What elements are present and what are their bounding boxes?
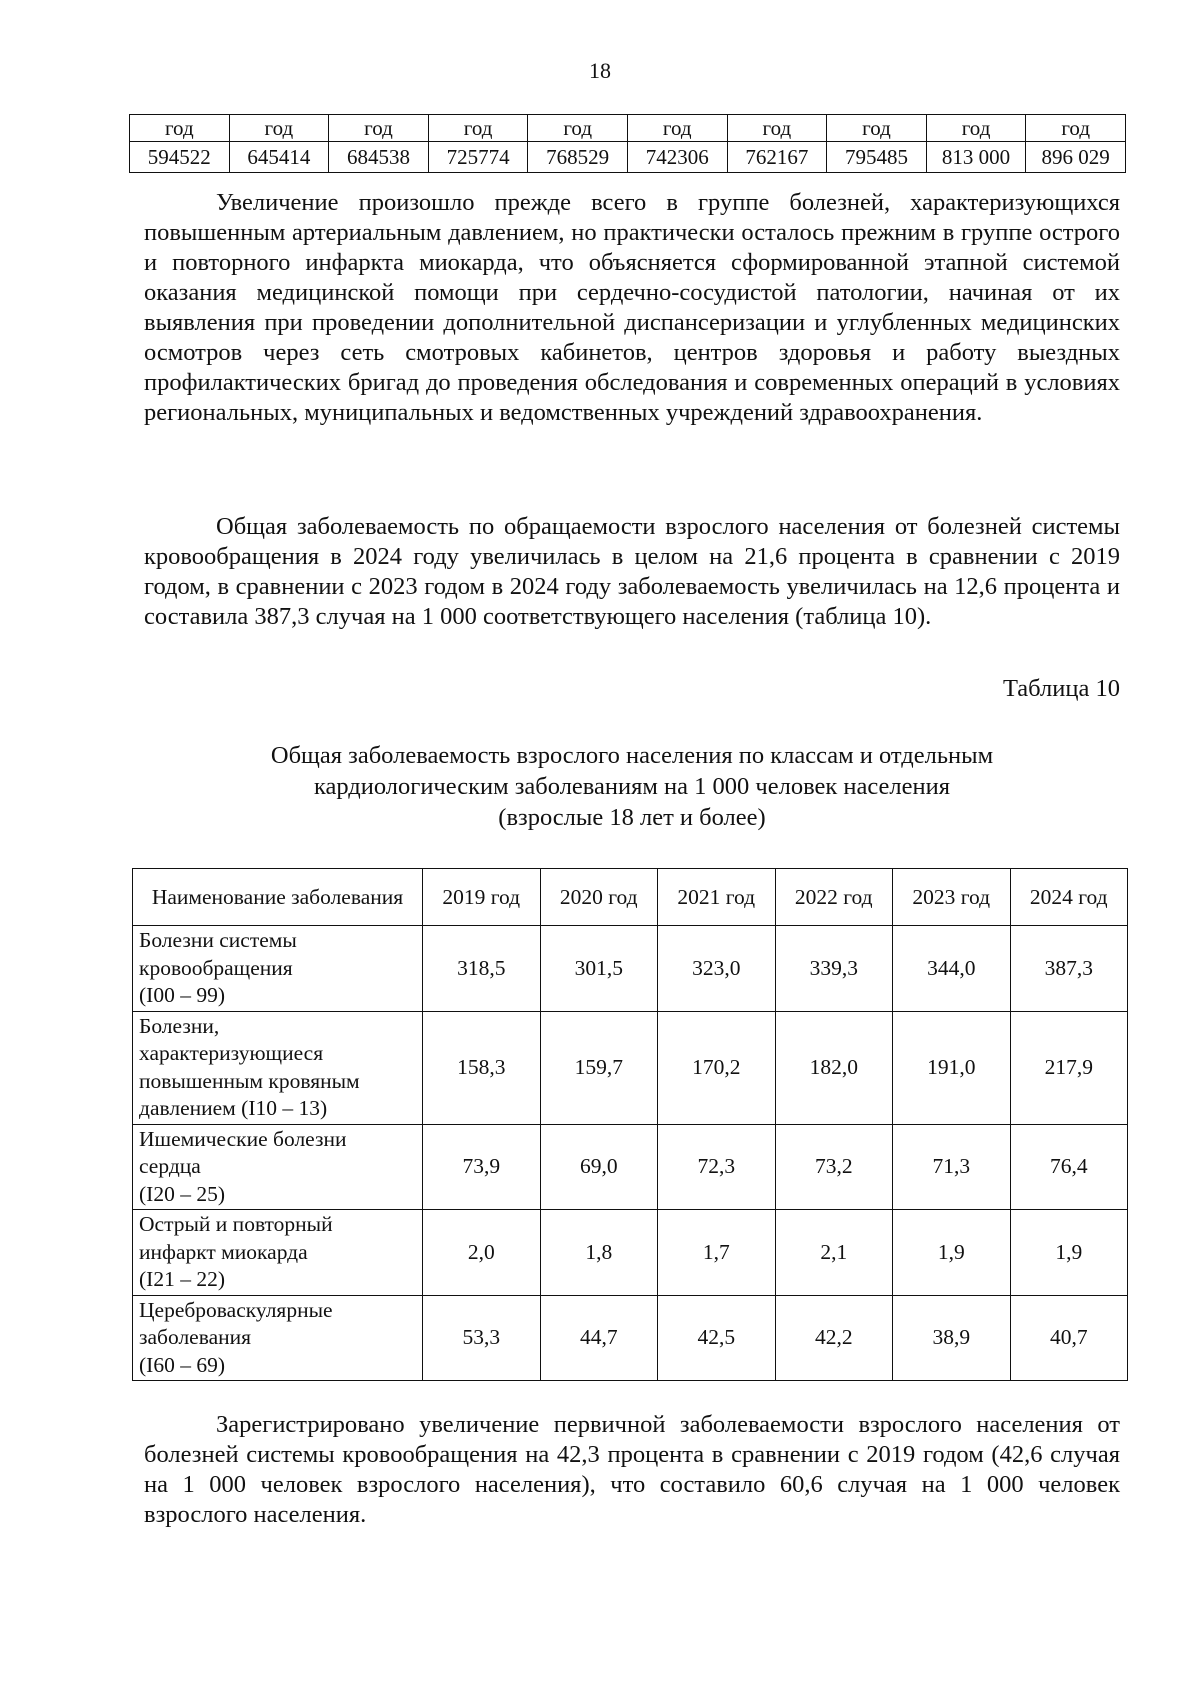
disease-name-cell bbox=[133, 1295, 423, 1381]
value-cell: 182,0 bbox=[775, 1011, 893, 1124]
top-table-value-row bbox=[130, 142, 1126, 173]
value-cell: 69,0 bbox=[540, 1124, 658, 1210]
top-table-value-cell: 813 000 bbox=[926, 142, 1026, 173]
top-table-value-cell: 762167 bbox=[727, 142, 827, 173]
value-cell: 339,3 bbox=[775, 926, 893, 1012]
value-cell: 1,7 bbox=[658, 1210, 776, 1296]
value-cell: 191,0 bbox=[893, 1011, 1011, 1124]
value-cell: 217,9 bbox=[1010, 1011, 1128, 1124]
disease-name-line: сердца bbox=[139, 1154, 201, 1178]
paragraph-text: Общая заболеваемость по обращаемости взрослого населения от болезней системы кровообращения в 2024 году увеличилась в целом на 21,6 процента в сравнении с 2019 годом, в сравнении с 2023 годом в 2024 году заболеваемость увеличилась на 12,6 процента и составила 387,3 случая на 1 000 соответствующего населения (таблица 10). bbox=[144, 513, 1120, 630]
top-table-value-cell: 725774 bbox=[428, 142, 528, 173]
top-table-value-cell: 742306 bbox=[627, 142, 727, 173]
top-table-header-cell: год bbox=[727, 115, 827, 142]
value-cell: 170,2 bbox=[658, 1011, 776, 1124]
paragraph-increase bbox=[144, 188, 1120, 428]
value-cell: 2,1 bbox=[775, 1210, 893, 1296]
value-cell: 42,2 bbox=[775, 1295, 893, 1381]
table-row bbox=[133, 1011, 1128, 1124]
top-table-header-cell: год bbox=[827, 115, 927, 142]
disease-name-line: Болезни, bbox=[139, 1013, 220, 1038]
disease-name-line: (I20 – 25) bbox=[139, 1181, 225, 1206]
column-header-year: 2024 год bbox=[1010, 869, 1128, 926]
paragraph-general-morbidity bbox=[144, 512, 1120, 632]
top-table-header-cell: год bbox=[926, 115, 1026, 142]
value-cell: 42,5 bbox=[658, 1295, 776, 1381]
value-cell: 44,7 bbox=[540, 1295, 658, 1381]
top-table-header-cell: год bbox=[229, 115, 329, 142]
disease-name-cell bbox=[133, 1011, 423, 1124]
paragraph-primary-morbidity bbox=[144, 1410, 1120, 1530]
top-table-header-cell: год bbox=[428, 115, 528, 142]
top-table-value-cell: 594522 bbox=[130, 142, 230, 173]
value-cell: 323,0 bbox=[658, 926, 776, 1012]
table-row bbox=[133, 926, 1128, 1012]
table-header-row bbox=[133, 869, 1128, 926]
table-row bbox=[133, 1210, 1128, 1296]
disease-name-line: Болезни системы bbox=[139, 928, 297, 952]
page-number: 18 bbox=[589, 58, 611, 83]
column-header-year: 2019 год bbox=[423, 869, 541, 926]
value-cell: 38,9 bbox=[893, 1295, 1011, 1381]
column-header-year: 2023 год bbox=[893, 869, 1011, 926]
value-cell: 73,9 bbox=[423, 1124, 541, 1210]
table-caption bbox=[144, 740, 1120, 833]
value-cell: 344,0 bbox=[893, 926, 1011, 1012]
disease-name-cell bbox=[133, 926, 423, 1012]
column-header-year: 2021 год bbox=[658, 869, 776, 926]
value-cell: 72,3 bbox=[658, 1124, 776, 1210]
value-cell: 73,2 bbox=[775, 1124, 893, 1210]
value-cell: 40,7 bbox=[1010, 1295, 1128, 1381]
value-cell: 158,3 bbox=[423, 1011, 541, 1124]
top-table-value-cell: 896 029 bbox=[1026, 142, 1126, 173]
disease-name-line: Цереброваскулярные bbox=[139, 1297, 333, 1322]
top-table-value-cell: 768529 bbox=[528, 142, 628, 173]
value-cell: 1,9 bbox=[1010, 1210, 1128, 1296]
disease-name-line: давлением (I10 – 13) bbox=[139, 1096, 328, 1120]
top-table-header-cell: год bbox=[1026, 115, 1126, 142]
disease-name-line: характеризующиеся bbox=[139, 1041, 324, 1065]
disease-name-line: (I00 – 99) bbox=[139, 983, 225, 1007]
table-label: Таблица 10 bbox=[1002, 675, 1120, 702]
disease-name-cell bbox=[133, 1210, 423, 1296]
value-cell: 71,3 bbox=[893, 1124, 1011, 1210]
top-table-header-cell: год bbox=[329, 115, 429, 142]
top-table-header-cell: год bbox=[130, 115, 230, 142]
disease-name-line: заболевания bbox=[139, 1325, 252, 1349]
value-cell: 2,0 bbox=[423, 1210, 541, 1296]
value-cell: 159,7 bbox=[540, 1011, 658, 1124]
disease-name-line: (I60 – 69) bbox=[139, 1352, 225, 1377]
disease-name-line: Ишемические болезни bbox=[139, 1126, 347, 1151]
top-table-header-cell: год bbox=[528, 115, 628, 142]
column-header-name: Наименование заболевания bbox=[133, 869, 423, 926]
top-table-header-cell: год bbox=[627, 115, 727, 142]
value-cell: 318,5 bbox=[423, 926, 541, 1012]
top-table-value-cell: 684538 bbox=[329, 142, 429, 173]
top-table-value-cell: 645414 bbox=[229, 142, 329, 173]
column-header-year: 2020 год bbox=[540, 869, 658, 926]
caption-line: (взрослые 18 лет и более) bbox=[498, 804, 766, 831]
value-cell: 1,9 bbox=[893, 1210, 1011, 1296]
top-table-header-row bbox=[130, 115, 1126, 142]
morbidity-table bbox=[132, 868, 1128, 1381]
caption-line: Общая заболеваемость взрослого населения по классам и отдельным bbox=[270, 742, 994, 769]
disease-name-line: кровообращения bbox=[139, 955, 293, 980]
value-cell: 301,5 bbox=[540, 926, 658, 1012]
paragraph-text: Увеличение произошло прежде всего в группе болезней, характеризующихся повышенным артериальным давлением, но практически осталось прежним в группе острого и повторного инфаркта миокарда, что объясняется сформированной этапной системой оказания медицинской помощи при сердечно-сосудистой патологии, начиная от их выявления при проведении дополнительной диспансеризации и углубленных медицинских осмотров через сеть смотровых кабинетов, центров здоровья и работу выездных профилактических бригад до проведения обследования и современных операций в условиях региональных, муниципальных и ведомственных учреждений здравоохранения. bbox=[144, 189, 1120, 426]
caption-line: кардиологическим заболеваниям на 1 000 человек населения bbox=[313, 773, 951, 800]
disease-name-line: инфаркт миокарда bbox=[139, 1239, 308, 1264]
disease-name-line: Острый и повторный bbox=[139, 1212, 333, 1236]
top-table-value-cell: 795485 bbox=[827, 142, 927, 173]
value-cell: 76,4 bbox=[1010, 1124, 1128, 1210]
table-row bbox=[133, 1295, 1128, 1381]
top-table bbox=[129, 114, 1126, 173]
value-cell: 53,3 bbox=[423, 1295, 541, 1381]
table-row bbox=[133, 1124, 1128, 1210]
value-cell: 387,3 bbox=[1010, 926, 1128, 1012]
column-header-year: 2022 год bbox=[775, 869, 893, 926]
disease-name-cell bbox=[133, 1124, 423, 1210]
disease-name-line: (I21 – 22) bbox=[139, 1267, 225, 1291]
paragraph-text: Зарегистрировано увеличение первичной заболеваемости взрослого населения от болезней системы кровообращения на 42,3 процента в сравнении с 2019 годом (42,6 случая на 1 000 человек взрослого населения), что составило 60,6 случая на 1 000 человек взрослого населения. bbox=[144, 1411, 1120, 1528]
disease-name-line: повышенным кровяным bbox=[139, 1068, 360, 1093]
value-cell: 1,8 bbox=[540, 1210, 658, 1296]
